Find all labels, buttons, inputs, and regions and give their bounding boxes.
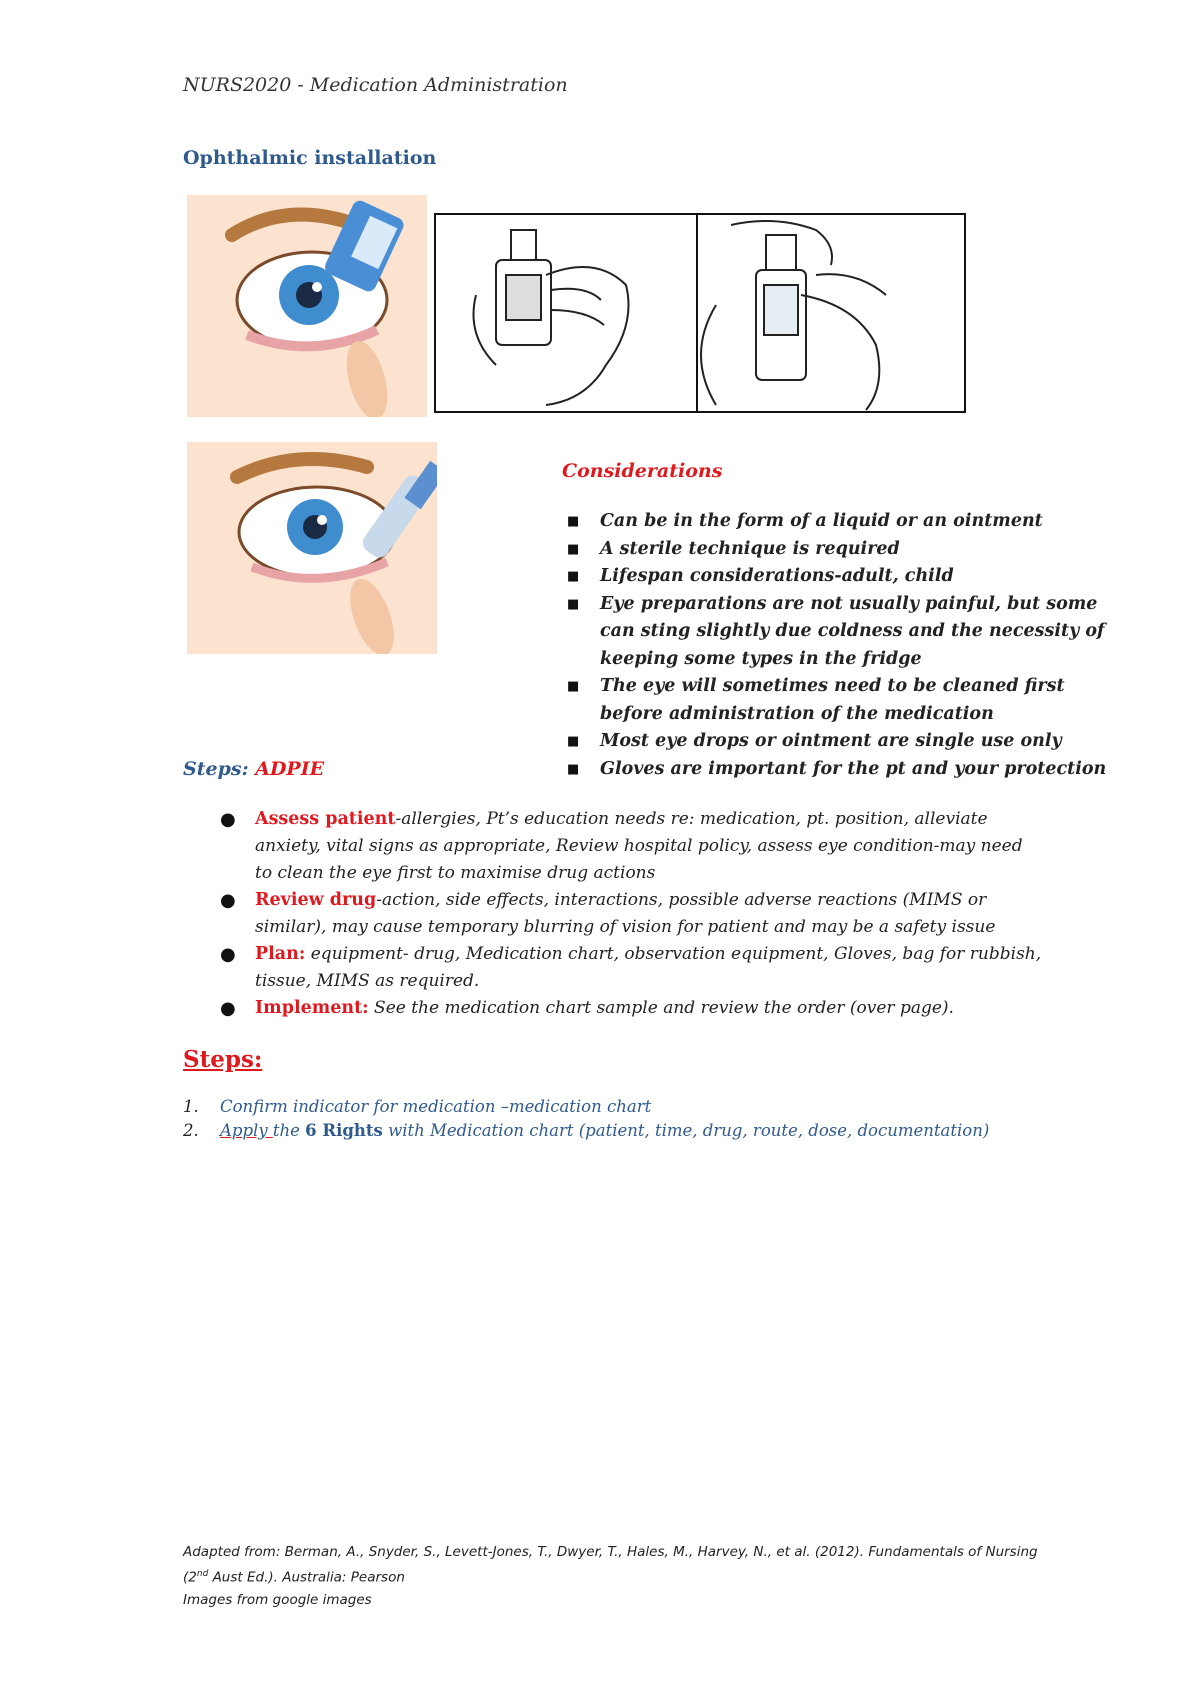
list-item: ■ The eye will sometimes need to be cleaned first before administration of the medication — [600, 673, 1110, 728]
list-item: ■ A sterile technique is required — [600, 536, 1110, 564]
hand-bottle-line-drawings — [434, 213, 966, 413]
list-item: ● Plan: equipment- drug, Medication chart, observation equipment, Gloves, bag for rubbish, tissue, MIMS as required. — [255, 941, 1045, 995]
list-item: ■ Eye preparations are not usually painful, but some can sting slightly due coldness and the necessity of keeping some types in the fridge — [600, 591, 1110, 674]
considerations-title: Considerations — [562, 460, 723, 482]
square-bullet-icon: ■ — [567, 569, 580, 584]
steps-list — [183, 1095, 1083, 1143]
list-item: ● Implement: See the medication chart sample and review the order (over page). — [255, 995, 1045, 1022]
list-item: 1. Confirm indicator for medication –medication chart — [183, 1097, 652, 1116]
square-bullet-icon: ■ — [567, 596, 580, 612]
list-item: 2. Apply the 6 Rights with Medication chart (patient, time, drug, route, dose, documentation) — [183, 1121, 990, 1140]
square-bullet-icon: ■ — [567, 761, 580, 777]
list-item: ■ Most eye drops or ointment are single use only — [600, 728, 1110, 756]
eye-ointment-illustration — [187, 442, 437, 654]
footer-citation: Adapted from: Berman, A., Snyder, S., Levett-Jones, T., Dwyer, T., Hales, M., Harvey, N., et al. (2012). Fundamentals of Nursing (2nd Aust Ed.). Australia: Pearson Images from google images — [183, 1544, 1038, 1608]
list-item: ● Assess patient-allergies, Pt’s education needs re: medication, pt. position, alleviate anxiety, vital signs as appropriate, Review hospital policy, assess eye condition-may need to clean the eye first to maximise drug actions — [255, 806, 1045, 887]
bullet-icon: ● — [220, 890, 236, 911]
adpie-list — [220, 806, 1045, 1022]
list-item: ● Review drug-action, side effects, interactions, possible adverse reactions (MIMS or similar), may cause temporary blurring of vision for patient and may be a safety issue — [255, 887, 1045, 941]
considerations-list — [567, 508, 1110, 783]
bullet-icon: ● — [220, 944, 236, 965]
square-bullet-icon: ■ — [567, 541, 580, 557]
list-item: ■ Can be in the form of a liquid or an ointment — [600, 508, 1110, 536]
list-item: ■ Lifespan considerations-adult, child — [600, 563, 1110, 591]
eye-drop-illustration — [187, 195, 427, 417]
list-item: ■ Gloves are important for the pt and your protection — [600, 756, 1110, 784]
section-title: Ophthalmic installation — [183, 147, 437, 169]
adpie-acronym: ADPIE — [255, 758, 325, 780]
document-header: NURS2020 - Medication Administration — [183, 74, 568, 96]
steps-heading: Steps: — [183, 1046, 263, 1073]
square-bullet-icon: ■ — [567, 734, 580, 749]
square-bullet-icon: ■ — [567, 514, 580, 529]
steps-adpie-heading: Steps: ADPIE — [183, 758, 325, 780]
bullet-icon: ● — [220, 809, 236, 830]
bullet-icon: ● — [220, 998, 236, 1019]
square-bullet-icon: ■ — [567, 679, 580, 694]
